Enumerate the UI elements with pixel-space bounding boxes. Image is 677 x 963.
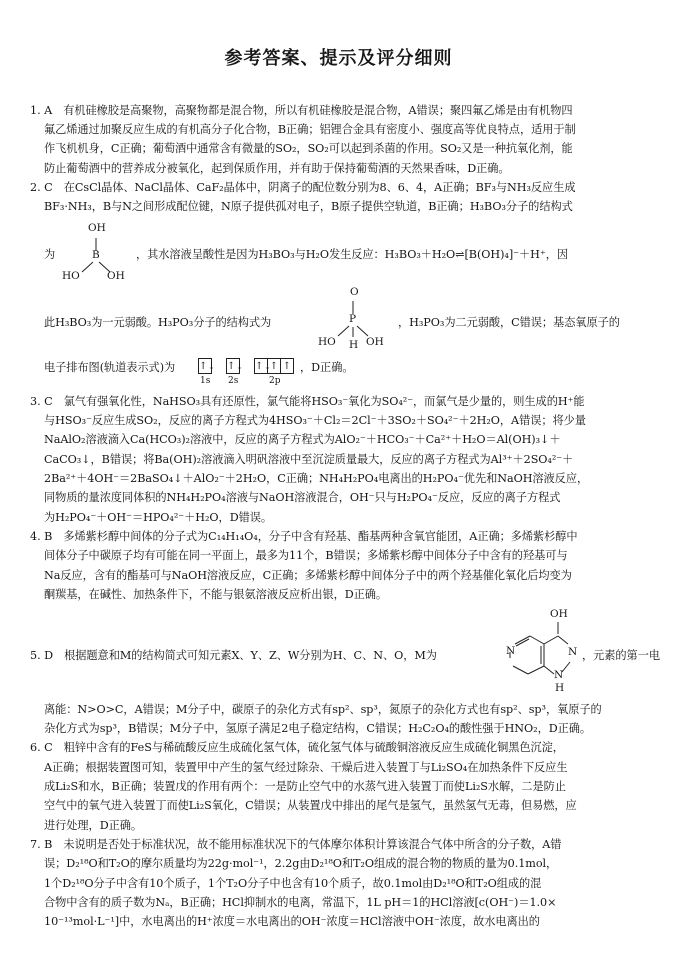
q6-line-4: 空气中的氧气进入装置丁而使Li₂S氧化，C错误；从装置戊中排出的尾气是氢气，虽然氢气无毒，但易燃，应 (44, 799, 577, 812)
boric-oh-right: OH (107, 270, 125, 282)
phos-ho-left: HO (318, 336, 336, 348)
q5-line-3: 杂化方式为sp³，B错误；M分子中，氢原子满足2电子稳定结构，C错误；H₂C₂O₄的酸性强于HNO₂，D正确。 (44, 722, 592, 735)
pyrimidine-n-bottom: N (554, 669, 564, 681)
q2-line-1: 2. C 在CsCl晶体、NaCl晶体、CaF₂晶体中，阴离子的配位数分别为8、6、4，A正确；BF₃与NH₃反应生成 (30, 181, 576, 194)
q2-orbital-text: ，D正确。 (300, 361, 354, 374)
q1-line-2: 氟乙烯通过加聚反应生成的有机高分子化合物，B正确；铝锂合金具有密度小、强度高等优良特点，适用于制 (44, 123, 576, 136)
orbital-2s-box: ↑↓ (226, 358, 240, 374)
q7-line-4: 合物中含有的质子数为Nₐ，B正确；HCl抑制水的电离，常温下，1L pH＝1的HCl溶液[c(OH⁻)＝1.0× (44, 896, 557, 909)
q2-line-2: BF₃·NH₃，B与N之间形成配位键，N原子提供孤对电子，B原子提供空轨道，B正确；H₃BO₃分子的结构式 (44, 200, 573, 213)
boric-oh-top: OH (88, 222, 106, 234)
q3-line-4: CaCO₃↓，B错误；将Ba(OH)₂溶液滴入明矾溶液中至沉淀质量最大，反应的离子方程式为Al³⁺＋2SO₄²⁻＋ (44, 453, 574, 466)
orbital-1s-box: ↑↓ (198, 358, 212, 374)
q5-line-1-end: ，元素的第一电 (582, 649, 660, 662)
boric-ho-left: HO (62, 270, 80, 282)
q7-line-2: 误；D₂¹⁸O和T₂O的摩尔质量均为22g·mol⁻¹，2.2g由D₂¹⁸O和T₂O组成的混合物的物质的量为0.1mol， (44, 857, 558, 870)
boric-b-atom: B (92, 249, 100, 261)
q3-line-3: NaAlO₂溶液滴入Ca(HCO₃)₂溶液中，反应的离子方程式为AlO₂⁻＋HCO₃⁻＋Ca²⁺＋H₂O＝Al(OH)₃↓＋ (44, 433, 561, 446)
q4-line-4: 酮羰基，在碱性、加热条件下，不能与银氨溶液反应析出银，D正确。 (44, 588, 388, 601)
q3-line-6: 同物质的量浓度同体积的NH₄H₂PO₄溶液与NaOH溶液混合，OH⁻只与H₂PO₄⁻反应，反应的离子方程式 (44, 491, 561, 504)
pyrimidine-h-atom: H (555, 682, 565, 694)
pyrimidine-n-left: N (506, 645, 516, 657)
q1-line-1: 1. A 有机硅橡胶是高聚物，高聚物都是混合物，所以有机硅橡胶是混合物，A错误；聚四氟乙烯是由有机物四 (30, 104, 573, 117)
q3-line-2: 与HSO₃⁻反应生成SO₂，反应的离子方程式为4HSO₃⁻＋Cl₂＝2Cl⁻＋3SO₂＋SO₄²⁻＋2H₂O，A错误；将少量 (44, 414, 586, 427)
q2-boric-prefix: 为 (44, 248, 56, 261)
q2-boric-text: ，其水溶液呈酸性是因为H₃BO₃与H₂O发生反应：H₃BO₃＋H₂O⇌[B(OH)₄]⁻＋H⁺，因 (136, 248, 569, 261)
q7-line-3: 1个D₂¹⁸O分子中含有10个质子，1个T₂O分子中也含有10个质子，故0.1mol由D₂¹⁸O和T₂O组成的混 (44, 877, 542, 890)
q7-line-1: 7. B 未说明是否处于标准状况，故不能用标准状况下的气体摩尔体积计算该混合气体中所含的分子数，A错 (30, 838, 562, 851)
q6-line-2: A正确；根据装置图可知，装置甲中产生的氢气经过除杂、干燥后进入装置丁与Li₂SO₄在加热条件下反应生 (44, 761, 568, 774)
page-title: 参考答案、提示及评分细则 (224, 48, 453, 69)
orbital-2p-box-3: ↑ (280, 358, 294, 374)
q5-line-1: 5. D 根据题意和M的结构简式可知元素X、Y、Z、W分别为H、C、N、O，M为 (30, 649, 437, 662)
q6-line-1: 6. C 粗锌中含有的FeS与稀硫酸反应生成硫化氢气体，硫化氢气体与硫酸铜溶液反应生成硫化铜黑色沉淀， (30, 741, 564, 754)
orbital-label-2p: 2p (269, 376, 281, 386)
q3-line-7: 为H₂PO₄⁻＋OH⁻＝HPO₄²⁻＋H₂O，D错误。 (44, 511, 273, 524)
q1-line-4: 防止葡萄酒中的营养成分被氧化，起到保质作用，并有助于保持葡萄酒的天然果香味，D正确。 (44, 162, 510, 175)
q4-line-1: 4. B 多烯紫杉醇中间体的分子式为C₁₄H₁₄O₄，分子中含有羟基、酯基两种含氧官能团，A正确；多烯紫杉醇中 (30, 530, 578, 543)
orbital-2p-box-2: ↑ (267, 358, 281, 374)
q2-phos-prefix: 此H₃BO₃为一元弱酸。H₃PO₃分子的结构式为 (44, 316, 272, 329)
boric-acid-structure (60, 222, 140, 284)
q7-line-5: 10⁻¹³mol·L⁻¹]中，水电离出的H⁺浓度＝水电离出的OH⁻浓度＝HCl溶液中OH⁻浓度，故水电离出的 (44, 915, 540, 928)
q4-line-3: Na反应，含有的酯基可与NaOH溶液反应，C正确；多烯紫杉醇中间体分子中的两个羟基催化氧化后均变为 (44, 569, 572, 582)
phosphorous-acid-structure (316, 286, 400, 352)
q1-line-3: 作飞机机身，C正确；葡萄酒中通常含有微量的SO₂，SO₂可以起到杀菌的作用。SO₂又是一种抗氧化剂，能 (44, 142, 573, 155)
phos-o-top: O (350, 286, 359, 298)
q6-line-3: 成Li₂S和水，B正确；装置戊的作用有两个：一是防止空气中的水蒸气进入装置丁而使Li₂S水解，二是防止 (44, 780, 566, 793)
q6-line-5: 进行处理，D正确。 (44, 819, 143, 832)
q3-line-1: 3. C 氯气有强氧化性，NaHSO₃具有还原性，氯气能将HSO₃⁻氧化为SO₄²⁻，而氯气是少量的，则生成的H⁺能 (30, 395, 585, 408)
orbital-2p-box-1: ↑↓ (254, 358, 268, 374)
pyrimidine-n-right: N (568, 646, 578, 658)
q5-line-2: 离能：N>O>C，A错误；M分子中，碳原子的杂化方式有sp²、sp³，氮原子的杂化方式也有sp²、sp³，氧原子的 (44, 703, 602, 716)
phos-h-atom: H (349, 339, 359, 351)
q4-line-2: 间体分子中碳原子均有可能在同一平面上，最多为11个，B错误；多烯紫杉醇中间体分子中含有的羟基可与 (44, 549, 568, 562)
orbital-label-1s: 1s (200, 376, 211, 386)
orbital-label-2s: 2s (228, 376, 239, 386)
q2-phos-text: ，H₃PO₃为二元弱酸，C错误；基态氧原子的 (398, 316, 620, 329)
q2-orbital-prefix: 电子排布图(轨道表示式)为 (44, 361, 176, 374)
phos-oh-right: OH (366, 336, 384, 348)
phos-p-atom: P (349, 313, 357, 325)
q3-line-5: 2Ba²⁺＋4OH⁻＝2BaSO₄↓＋AlO₂⁻＋2H₂O，C正确；NH₄H₂PO₄电离出的H₂PO₄⁻优先和NaOH溶液反应， (44, 472, 589, 485)
pyrimidine-compound-structure (500, 606, 580, 696)
pyrimidine-oh-group: OH (550, 608, 568, 620)
